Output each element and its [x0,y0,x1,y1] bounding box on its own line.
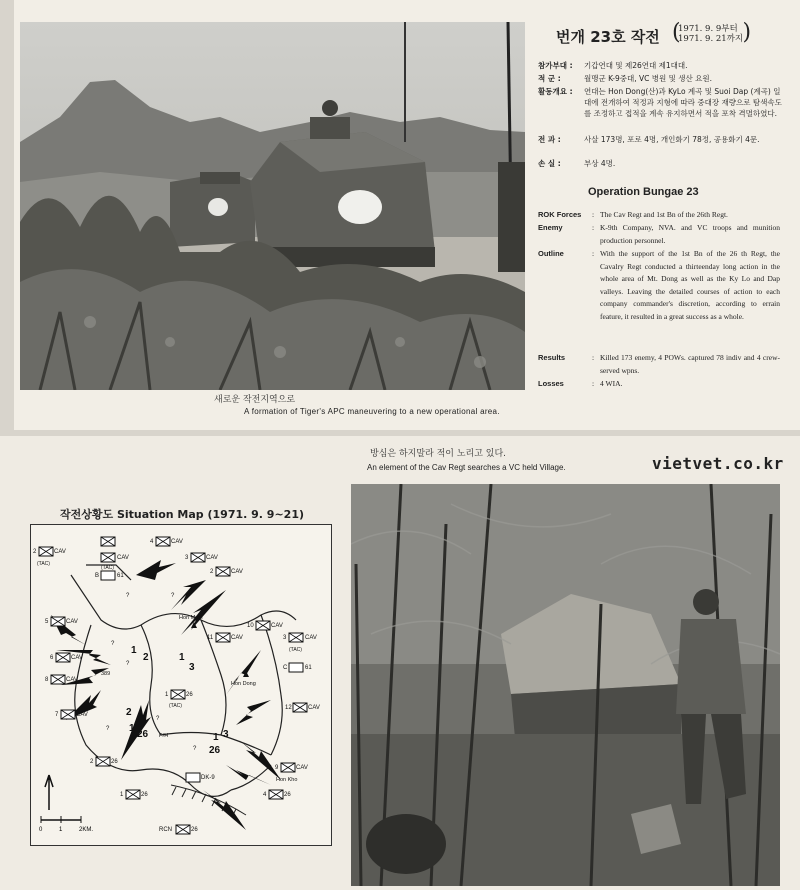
map-scale-bar [39,816,93,833]
map-label: 26 [284,792,291,798]
map-label: 26 [186,692,193,698]
map-unit-9cav: 9 [275,765,279,771]
map-label: CAV [305,635,317,641]
map-label: CAV [171,539,183,545]
map-label: (TAC) [289,647,302,653]
map-label: CAV [308,705,320,711]
map-label: ? [111,641,115,647]
map-unit-11cav: 11 [207,635,214,641]
map-label: 2KM. [79,827,94,833]
situation-map [30,524,332,846]
map-label: 26 [141,792,148,798]
situation-map-title: 작전상황도 Situation Map (1971. 9. 9~21) [60,508,305,521]
map-label: ? [126,661,130,667]
boundary-1b: 1 [179,652,185,663]
village-photo-caption-english: An element of the Cav Regt searches a VC held Village. [367,463,566,472]
ko-row-enemy: 적 군 : 월맹군 K-9중대, VC 병원 및 생산 요원. [538,74,712,83]
map-label: (TAC) [169,703,182,709]
map-unit-2cav: 2 [210,569,214,575]
en-row-forces: ROK Forces : The Cav Regt and 1st Bn of the 26th Regt. [538,210,728,219]
map-label: (TAC) [37,561,50,567]
map-label: 26 [111,759,118,765]
position-ph: P/H [159,733,169,739]
map-label: CAV [231,569,243,575]
map-unit-12cav: 12 [285,705,292,711]
map-unit-2-26: 2 [90,759,94,765]
map-unit-8cav: 8 [45,677,49,683]
map-label: ? [171,593,175,599]
map-label: CAV [71,655,83,661]
operation-dates: ( 1971. 9. 9부터 1971. 9. 21까지 ) [672,20,752,45]
date-from: 1971. 9. 9부터 [678,24,738,34]
boundary-26: 26 [137,729,149,740]
map-label: 61 [305,665,312,671]
map-label: 61 [117,573,124,579]
boundary-2: 2 [143,652,149,663]
en-row-losses: Losses : 4 WIA. [538,379,623,388]
map-label: 26 [191,827,198,833]
boundary-1d: 1 [213,732,219,743]
map-label: ? [156,716,160,722]
north-arrow-icon [45,775,53,810]
map-label: CAV [76,712,88,718]
map-unit-3cav: 3 [185,555,189,561]
map-unit-cav-tac: CAV [117,555,129,561]
bottom-page [0,436,800,890]
map-unit-dk9: DK-9 [201,775,215,781]
en-row-outline: Outline : With the support of the 1st Bn of the 26 th Regt, the Cavalry Regt conducted a thirteenday long action in the whole area of Mt. Dong as well as the Ky Lo and Dap valleys. Leaving the detailed courses of action to each company commander's discretion, according to errain feature, it resulted in a great success as a whole. [538,249,780,321]
place-hon-dong: Hon Dong [231,681,256,687]
ko-row-forces: 참가부대 : 기갑연대 및 제26연대 제1대대. [538,61,688,70]
map-label: CAV [206,555,218,561]
map-unit-6cav: 6 [50,655,54,661]
ko-row-results: 전 과 : 사살 173명, 포로 4명, 개인화기 78정, 공용화기 4문. [538,135,760,144]
map-label: 1 [59,827,63,833]
hill-389: 389 [101,671,111,677]
operation-title-english: Operation Bungae 23 [588,186,699,198]
boundary-2b: 2 [126,707,132,718]
boundary-1c: 1 [129,723,135,734]
map-label: (TAC) [101,565,114,571]
map-unit-1-26-tac: 1 [165,692,169,698]
map-unit-3cav-tac: 3 [283,635,287,641]
map-unit-7cav: 7 [55,712,59,718]
village-photo-caption-korean: 방심은 하지말라 적이 노리고 있다. [370,449,507,459]
map-label: 0 [39,827,43,833]
place-hon-kho: Hon Kho [276,777,298,783]
top-page [14,0,800,430]
photo-caption-english: A formation of Tiger's APC maneuvering to a new operational area. [244,407,500,416]
ko-row-losses: 손 실 : 부상 4명. [538,159,616,168]
en-row-results: Results : Killed 173 enemy, 4 POWs. captured 78 indiv and 4 crew-served wpns. [538,353,780,375]
map-label: ? [106,726,110,732]
map-label: ? [126,593,130,599]
map-label: ? [193,746,197,752]
map-unit-b61: B [95,573,100,579]
map-label: CAV [296,765,308,771]
boundary-3b: 3 [223,729,229,740]
map-label: CAV [66,677,78,683]
map-unit-10cav: 10 [247,623,254,629]
map-unit-4cav: 4 [150,539,154,545]
map-label: CAV [231,635,243,641]
boundary-26b: 26 [209,745,221,756]
en-row-enemy: Enemy : K-9th Company, NVA. and VC troops and munition production personnel. [538,223,780,245]
photo-caption-korean: 새로운 작전지역으로 [214,395,296,405]
boundary-1: 1 [131,645,137,656]
site-watermark: vietvet.co.kr [652,454,784,473]
map-unit-4-26: 4 [263,792,267,798]
date-to: 1971. 9. 21까지 [678,34,744,44]
operation-info-panel [536,22,794,422]
map-unit-5cav: 5 [45,619,49,625]
map-unit-rcn-26: RCN [159,827,172,833]
map-label: CAV [54,549,66,555]
apc-formation-photo [20,22,525,390]
map-unit-1-26: 1 [120,792,124,798]
operation-title-korean: 번개 23호 작전 [556,28,660,46]
place-hon-muoi: Hon Muoi [179,615,203,621]
map-label: CAV [271,623,283,629]
boundary-3: 3 [189,662,195,673]
map-label: CAV [66,619,78,625]
map-unit-c61: C [283,665,288,671]
ko-row-outline: 활동개요 : 연대는 Hon Dong(산)과 KyLo 계곡 및 Suoi Dap (계곡) 일대에 전개하여 적정과 지형에 따라 중대장 재량으로 탐색속도를 조정하고 접적을 계속 유지하면서 적을 포착 격멸하였다. [538,87,782,118]
map-unit-2cav-tac: 2 [33,549,37,555]
village-search-photo [351,484,780,886]
